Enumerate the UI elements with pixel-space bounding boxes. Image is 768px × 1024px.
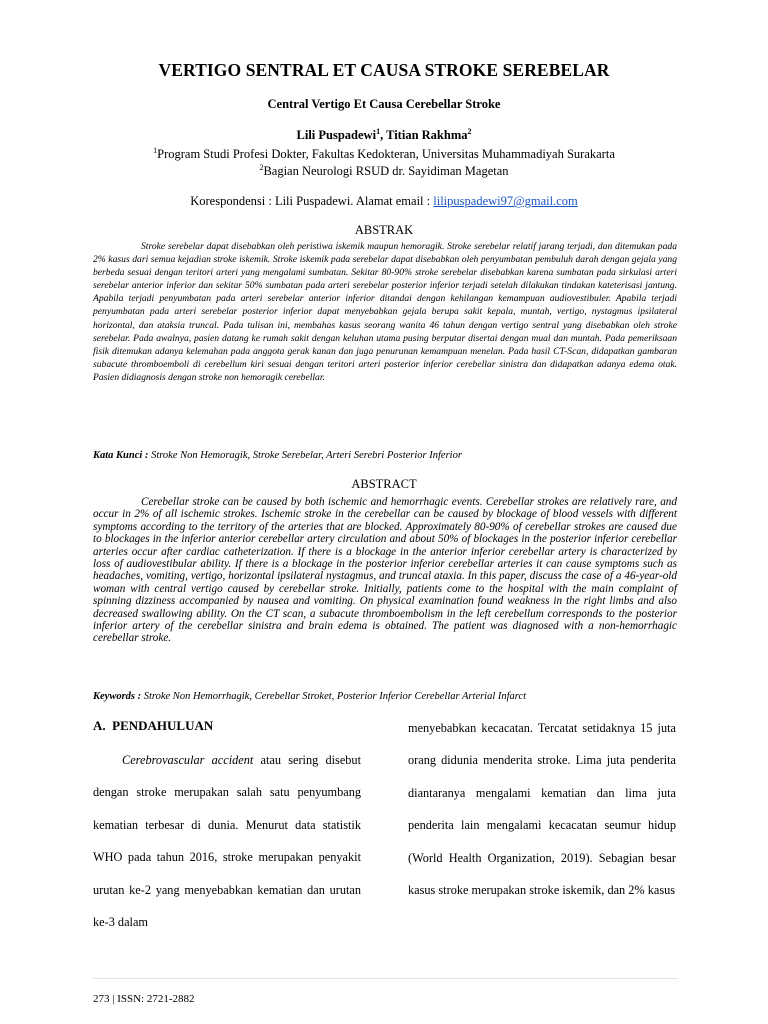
keywords xyxy=(93,691,693,702)
kata-kunci-text: Stroke Non Hemoragik, Stroke Serebelar, Arteri Serebri Posterior Inferior xyxy=(148,450,462,461)
correspondence-label: Korespondensi : Lili Puspadewi. Alamat email : xyxy=(190,194,434,208)
affiliation-text: Bagian Neurologi RSUD dr. Sayidiman Magetan xyxy=(263,164,509,178)
kata-kunci xyxy=(93,450,693,461)
author-list xyxy=(0,128,768,143)
keywords-label: Keywords : xyxy=(93,691,142,702)
author-separator: , xyxy=(380,128,387,142)
abstract-body: Cerebellar stroke can be caused by both ischemic and hemorrhagic events. Cerebellar strokes are relatively rare, and occur in 2% of all ischemic strokes. Ischemic stroke in the cerebellar can be caused by blockage of blood vessels with different symptoms according to the territory of the arteries that are blocked. Approximately 80-90% of cerebellar strokes are caused due to blockages in the inferior anterior cerebellar artery circulation and about 50% of blockages in the posterior inferior cerebellar arteries occur after cardiac catheterization. If there is a blockage in the anterior inferior cerebellar artery is characterized by loss of audiovestibular ability. If there is a blockage in the posterior inferior cerebellar arteries it can cause symptoms such as headaches, vomiting, vertigo, horizontal ipsilateral nystagmus, and truncal ataxia. In this paper, discuss the case of a 46-year-old woman with central vertigo caused by cerebellar stroke. Initially, patients come to the hospital with the main complaint of spinning dizziness accompanied by nausea and vomiting. On physical examination found weakness in the right limbs and also decreased swallowing ability. On the CT scan, a subacute thromboembolism in the left cerebellum corresponds to the posterior inferior artery of the cerebellar sinistra and brain edema is obtained. The patient was diagnosed with a non-hemorrhagic cerebellar stroke. xyxy=(93,496,677,645)
affiliation xyxy=(0,147,768,162)
affiliation-mark: 1 xyxy=(153,145,158,155)
paragraph-text: atau sering disebut dengan stroke merupakan salah satu penyumbang kematian terbesar di dunia. Menurut data statistik WHO pada tahun 2016, stroke merupakan penyakit urutan ke-2 yang menyebabkan kematian dan urutan ke-3 dalam xyxy=(93,753,361,930)
abstrak-body: Stroke serebelar dapat disebabkan oleh peristiwa iskemik maupun hemoragik. Stroke serebelar relatif jarang terjadi, dan ditemukan pada 2% kasus dari semua kejadian stroke iskemik. Stroke iskemik pada serebelar dapat disebabkan oleh penyumbatan pembuluh darah dengan gejala yang berbeda sesuai dengan teritori arteri yang mengalami sumbatan. Sekitar 80-90% stroke serebelar disebabkan karena sumbatan pada sirkulasi arteri serebelar anterior inferior dan sekitar 50% sumbatan pada arteri serebelar posterior inferior terjadi setelah dilakukan tindakan kateterisasi jantung. Apabila terjadi penyumbatan pada arteri serebelar anterior inferior ditandai dengan kehilangan kemampuan audiovestibuler. Apabila terjadi penyumbatan pada arteri serebelar posterior inferior dapat menyebabkan gejala berupa sakit kepala, muntah, vertigo, nystagmus ipsilateral horizontal, dan ataksia truncal. Pada tulisan ini, membahas kasus seorang wanita 46 tahun dengan vertigo sentral yang disebabkan oleh stroke serebelar. Pada awalnya, pasien datang ke rumah sakit dengan keluhan utama pusing berputar disertai dengan mual dan muntah. Pada pemeriksaan fisik ditemukan adanya kelemahan pada anggota gerak kanan dan juga penurunan kemampuan menelan. Pada hasil CT-Scan, didapatkan gambaran subacute thromboemboli di cerebellum kiri sesuai dengan teritori arteri posterior inferior cerebellar sinistra dan didapatkan adanya edema otak. Pasien didiagnosis dengan stroke non hemoragik cerebellar. xyxy=(93,241,677,383)
email-link[interactable]: lilipuspadewi97@gmail.com xyxy=(433,194,578,208)
paragraph-text: menyebabkan kecacatan. Tercatat setidaknya 15 juta orang didunia menderita stroke. Lima juta penderita diantaranya mengalami kematian dan lima juta penderita lain mengalami kecacatan seumur hidup (World Health Organization, 2019). Sebagian besar kasus stroke merupakan stroke iskemik, dan 2% kasus xyxy=(408,721,676,898)
italic-term: Cerebrovascular accident xyxy=(122,753,254,767)
paper-title: VERTIGO SENTRAL ET CAUSA STROKE SEREBELAR xyxy=(158,60,610,80)
abstrak-heading: ABSTRAK xyxy=(354,223,414,237)
keywords-text: Stroke Non Hemorrhagik, Cerebellar Stroket, Posterior Inferior Cerebellar Arterial Infarct xyxy=(141,691,527,702)
paper-subtitle: Central Vertigo Et Causa Cerebellar Stroke xyxy=(267,97,501,111)
body-column-left xyxy=(93,744,361,938)
affiliation xyxy=(0,164,768,179)
author-name: Titian Rakhma xyxy=(386,128,468,142)
kata-kunci-label: Kata Kunci : xyxy=(93,450,149,461)
affiliation-mark: 2 xyxy=(259,162,264,172)
page-footer: 273 | ISSN: 2721-2882 xyxy=(93,993,195,1005)
affiliation-text: Program Studi Profesi Dokter, Fakultas Kedokteran, Universitas Muhammadiyah Surakarta xyxy=(157,147,615,161)
author-affiliation-mark: 2 xyxy=(467,126,472,136)
body-column-right xyxy=(408,712,676,906)
footer-divider xyxy=(93,978,678,979)
correspondence xyxy=(0,194,768,209)
abstract-heading: ABSTRACT xyxy=(351,477,417,491)
author-affiliation-mark: 1 xyxy=(376,126,381,136)
section-heading: A. PENDAHULUAN xyxy=(93,718,214,733)
author-name: Lili Puspadewi xyxy=(296,128,377,142)
